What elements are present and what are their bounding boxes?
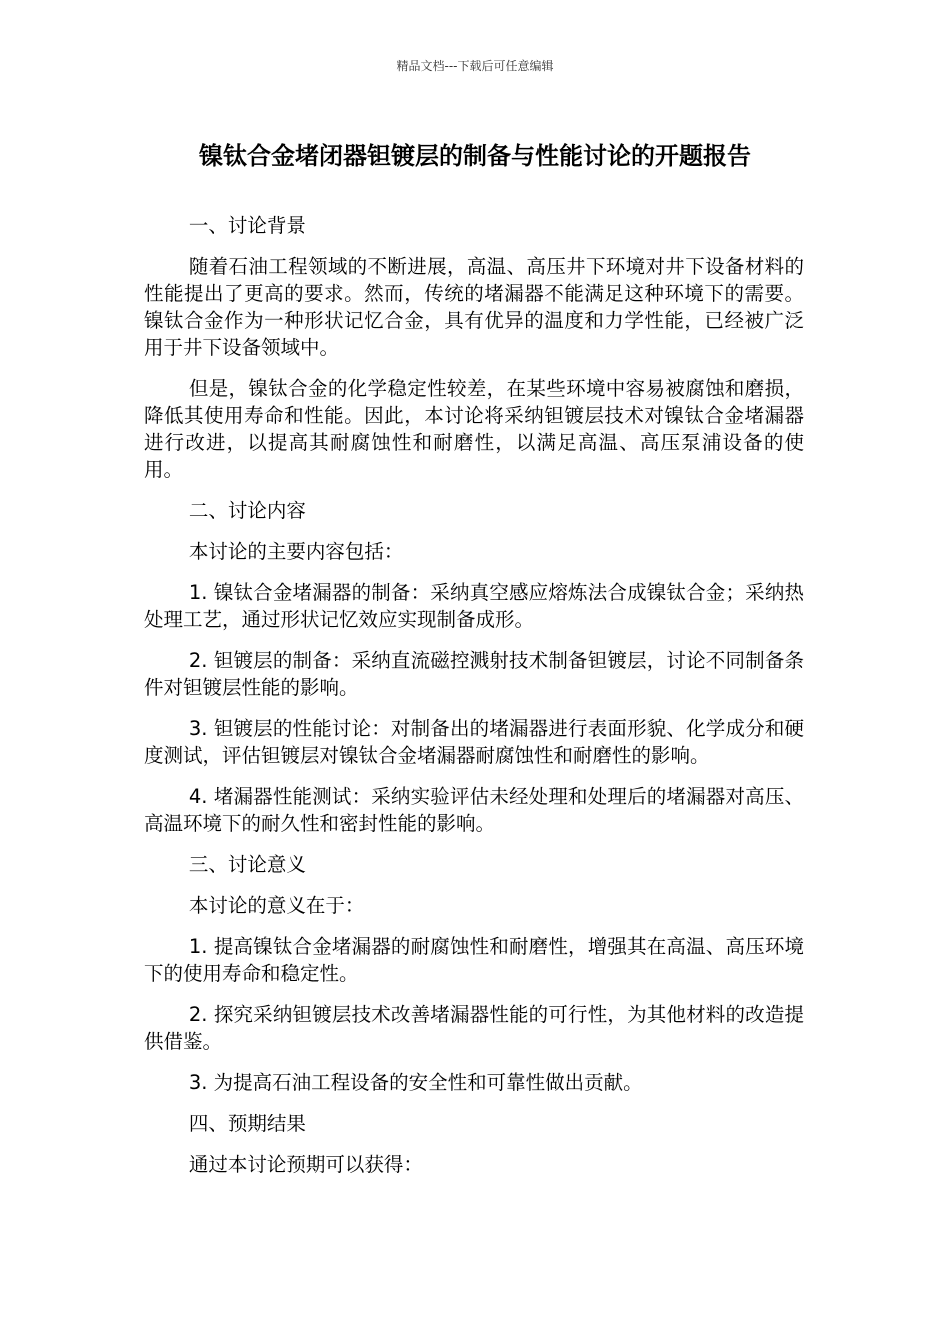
list-item-content-4: 4. 堵漏器性能测试：采纳实验评估未经处理和处理后的堵漏器对高压、高温环境下的耐久性和密封性能的影响。: [144, 785, 804, 835]
paragraph-background-2: 但是，镍钛合金的化学稳定性较差，在某些环境中容易被腐蚀和磨损，降低其使用寿命和性能。因此，本讨论将采纳钽镀层技术对镍钛合金堵漏器进行改进，以提高其耐腐蚀性和耐磨性，以满足高温、高压泵浦设备的使用。: [144, 377, 804, 481]
document-title: 镍钛合金堵闭器钽镀层的制备与性能讨论的开题报告: [199, 142, 751, 170]
paragraph-content-intro: 本讨论的主要内容包括：: [188, 540, 404, 563]
header-note: 精品文档---下载后可任意编辑: [396, 59, 554, 73]
paragraph-background-1: 随着石油工程领域的不断进展，高温、高压井下环境对井下设备材料的性能提出了更高的要求。然而，传统的堵漏器不能满足这种环境下的需要。镍钛合金作为一种形状记忆合金，具有优异的温度和力学性能，已经被广泛用于井下设备领域中。: [144, 255, 804, 359]
list-item-significance-2: 2. 探究采纳钽镀层技术改善堵漏器性能的可行性，为其他材料的改造提供借鉴。: [144, 1003, 804, 1053]
list-item-significance-3: 3. 为提高石油工程设备的安全性和可靠性做出贡献。: [188, 1071, 643, 1094]
paragraph-significance-intro: 本讨论的意义在于：: [188, 894, 365, 917]
list-item-content-2: 2. 钽镀层的制备：采纳直流磁控溅射技术制备钽镀层，讨论不同制备条件对钽镀层性能的影响。: [144, 649, 804, 699]
section-heading-significance: 三、讨论意义: [188, 853, 306, 876]
paragraph-expected-intro: 通过本讨论预期可以获得：: [188, 1153, 423, 1176]
section-heading-expected-results: 四、预期结果: [188, 1112, 306, 1135]
section-heading-background: 一、讨论背景: [188, 214, 306, 237]
document-body: [144, 212, 804, 1192]
section-heading-content: 二、讨论内容: [188, 499, 306, 522]
list-item-content-3: 3. 钽镀层的性能讨论：对制备出的堵漏器进行表面形貌、化学成分和硬度测试，评估钽镀层对镍钛合金堵漏器耐腐蚀性和耐磨性的影响。: [144, 717, 804, 767]
list-item-significance-1: 1. 提高镍钛合金堵漏器的耐腐蚀性和耐磨性，增强其在高温、高压环境下的使用寿命和稳定性。: [144, 935, 804, 985]
list-item-content-1: 1. 镍钛合金堵漏器的制备：采纳真空感应熔炼法合成镍钛合金；采纳热处理工艺，通过形状记忆效应实现制备成形。: [144, 581, 804, 631]
